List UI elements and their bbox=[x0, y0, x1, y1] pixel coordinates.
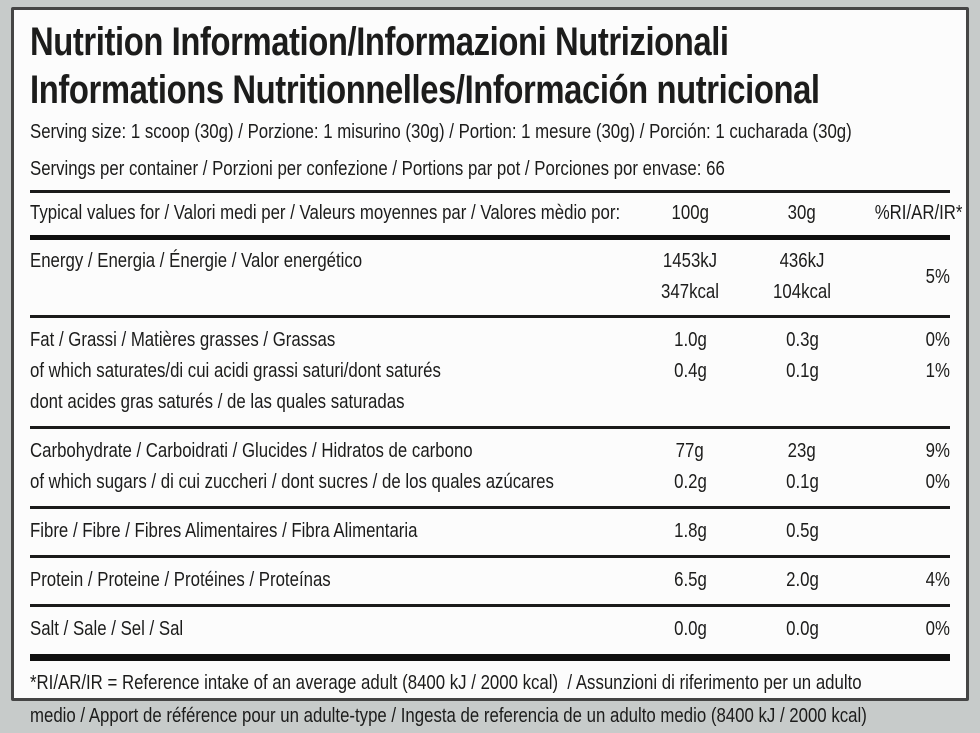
label-title bbox=[30, 18, 950, 114]
fat-saturates-line bbox=[30, 356, 950, 387]
carbohydrate-30g-text: 23g bbox=[788, 436, 816, 467]
fat-100g bbox=[634, 325, 746, 356]
fibre-label-text: Fibre / Fibre / Fibres Alimentaires / Fibra Alimentaria bbox=[30, 516, 417, 547]
energy-ri-text: 5% bbox=[926, 262, 950, 293]
carbohydrate-label-text: Carbohydrate / Carboidrati / Glucides / Hidratos de carbono bbox=[30, 436, 473, 467]
carbohydrate-line bbox=[30, 436, 950, 467]
title-line-1 bbox=[30, 18, 950, 66]
divider bbox=[30, 555, 950, 558]
fat-saturates-continuation-line bbox=[30, 387, 950, 418]
protein-ri bbox=[858, 565, 950, 596]
fibre-100g bbox=[634, 516, 746, 547]
row-protein bbox=[30, 560, 950, 602]
energy-30g-kcal: 104kcal bbox=[755, 277, 849, 308]
table-header-row bbox=[30, 195, 950, 233]
sugars-line bbox=[30, 467, 950, 498]
protein-100g bbox=[634, 565, 746, 596]
saturates-30g bbox=[746, 356, 858, 387]
fibre-30g-text: 0.5g bbox=[786, 516, 819, 547]
protein-30g-text: 2.0g bbox=[786, 565, 819, 596]
column-header-30g bbox=[746, 198, 858, 229]
protein-30g bbox=[746, 565, 858, 596]
salt-ri bbox=[858, 614, 950, 645]
saturates-label-cont-text: dont acides gras saturés / de las quales saturadas bbox=[30, 387, 404, 418]
row-carbohydrate bbox=[30, 431, 950, 504]
sugars-ri bbox=[858, 467, 950, 498]
divider bbox=[30, 604, 950, 607]
saturates-100g-text: 0.4g bbox=[674, 356, 707, 387]
servings-per-container-line bbox=[30, 151, 950, 188]
fat-ri-text: 0% bbox=[926, 325, 950, 356]
energy-100g-kj: 1453kJ bbox=[643, 246, 737, 277]
row-energy bbox=[30, 242, 950, 313]
column-header-label bbox=[30, 198, 634, 229]
protein-label bbox=[30, 565, 634, 596]
energy-label bbox=[30, 246, 634, 277]
energy-100g-values bbox=[634, 246, 746, 308]
column-header-100g bbox=[634, 198, 746, 229]
sugars-30g bbox=[746, 467, 858, 498]
thick-bar-below-header bbox=[30, 235, 950, 240]
divider bbox=[30, 506, 950, 509]
title-line-2-text: Informations Nutritionnelles/Información nutricional bbox=[30, 66, 820, 114]
column-header-30g-text: 30g bbox=[788, 198, 816, 229]
fibre-100g-text: 1.8g bbox=[674, 516, 707, 547]
fat-100g-text: 1.0g bbox=[674, 325, 707, 356]
row-salt bbox=[30, 609, 950, 651]
title-line-2 bbox=[30, 66, 950, 114]
column-header-100g-text: 100g bbox=[671, 198, 708, 229]
fibre-line bbox=[30, 516, 950, 547]
protein-label-text: Protein / Proteine / Protéines / Proteínas bbox=[30, 565, 331, 596]
fat-30g-text: 0.3g bbox=[786, 325, 819, 356]
divider-above-header bbox=[30, 190, 950, 193]
footnote-line-1-text: *RI/AR/IR = Reference intake of an average adult (8400 kJ / 2000 kcal) / Assunzioni di riferimento per un adulto bbox=[30, 667, 862, 700]
serving-size-line bbox=[30, 114, 950, 151]
carbohydrate-label bbox=[30, 436, 634, 467]
saturates-ri bbox=[858, 356, 950, 387]
fat-label bbox=[30, 325, 634, 356]
energy-30g-values bbox=[746, 246, 858, 308]
footnote-line-2 bbox=[30, 700, 950, 733]
serving-size-text: Serving size: 1 scoop (30g) / Porzione: 1 misurino (30g) / Portion: 1 mesure (30g) / Porción: 1 cucharada (30g) bbox=[30, 114, 852, 151]
carbohydrate-ri bbox=[858, 436, 950, 467]
sugars-label bbox=[30, 467, 634, 498]
sugars-ri-text: 0% bbox=[926, 467, 950, 498]
sugars-100g bbox=[634, 467, 746, 498]
salt-30g-text: 0.0g bbox=[786, 614, 819, 645]
divider bbox=[30, 426, 950, 429]
sugars-label-text: of which sugars / di cui zuccheri / dont sucres / de los quales azúcares bbox=[30, 467, 554, 498]
saturates-ri-text: 1% bbox=[926, 356, 950, 387]
saturates-label-cont bbox=[30, 387, 634, 418]
fibre-label bbox=[30, 516, 634, 547]
salt-100g bbox=[634, 614, 746, 645]
salt-label-text: Salt / Sale / Sel / Sal bbox=[30, 614, 183, 645]
energy-30g-kj: 436kJ bbox=[755, 246, 849, 277]
protein-line bbox=[30, 565, 950, 596]
servings-per-container-text: Servings per container / Porzioni per confezione / Portions par pot / Porciones por envase: 66 bbox=[30, 151, 725, 188]
salt-label bbox=[30, 614, 634, 645]
nutrition-label bbox=[11, 7, 969, 701]
energy-100g-kcal: 347kcal bbox=[643, 277, 737, 308]
footnote bbox=[30, 665, 950, 733]
divider bbox=[30, 315, 950, 318]
fat-ri bbox=[858, 325, 950, 356]
sugars-30g-text: 0.1g bbox=[786, 467, 819, 498]
carbohydrate-ri-text: 9% bbox=[926, 436, 950, 467]
energy-label-text: Energy / Energia / Énergie / Valor energético bbox=[30, 246, 362, 277]
saturates-100g bbox=[634, 356, 746, 387]
energy-ri bbox=[858, 246, 950, 308]
saturates-30g-text: 0.1g bbox=[786, 356, 819, 387]
column-header-ri-text: %RI/AR/IR* bbox=[875, 198, 963, 229]
fat-label-text: Fat / Grassi / Matières grasses / Grassas bbox=[30, 325, 335, 356]
footnote-line-1 bbox=[30, 667, 950, 700]
salt-100g-text: 0.0g bbox=[674, 614, 707, 645]
column-header-label-text: Typical values for / Valori medi per / Valeurs moyennes par / Valores mèdio por: bbox=[30, 198, 620, 229]
thick-bar-above-footnote bbox=[30, 654, 950, 661]
title-line-1-text: Nutrition Information/Informazioni Nutrizionali bbox=[30, 18, 729, 66]
protein-ri-text: 4% bbox=[926, 565, 950, 596]
column-header-ri bbox=[858, 198, 950, 229]
row-fat bbox=[30, 320, 950, 424]
footnote-line-2-text: medio / Apport de référence pour un adulte-type / Ingesta de referencia de un adulto medio (8400 kJ / 2000 kcal) bbox=[30, 700, 867, 733]
fibre-ri bbox=[858, 516, 950, 547]
sugars-100g-text: 0.2g bbox=[674, 467, 707, 498]
fat-line bbox=[30, 325, 950, 356]
fat-30g bbox=[746, 325, 858, 356]
protein-100g-text: 6.5g bbox=[674, 565, 707, 596]
fibre-30g bbox=[746, 516, 858, 547]
salt-line bbox=[30, 614, 950, 645]
salt-30g bbox=[746, 614, 858, 645]
saturates-label bbox=[30, 356, 634, 387]
carbohydrate-30g bbox=[746, 436, 858, 467]
carbohydrate-100g-text: 77g bbox=[676, 436, 704, 467]
row-fibre bbox=[30, 511, 950, 553]
carbohydrate-100g bbox=[634, 436, 746, 467]
saturates-label-text: of which saturates/di cui acidi grassi saturi/dont saturés bbox=[30, 356, 441, 387]
salt-ri-text: 0% bbox=[926, 614, 950, 645]
